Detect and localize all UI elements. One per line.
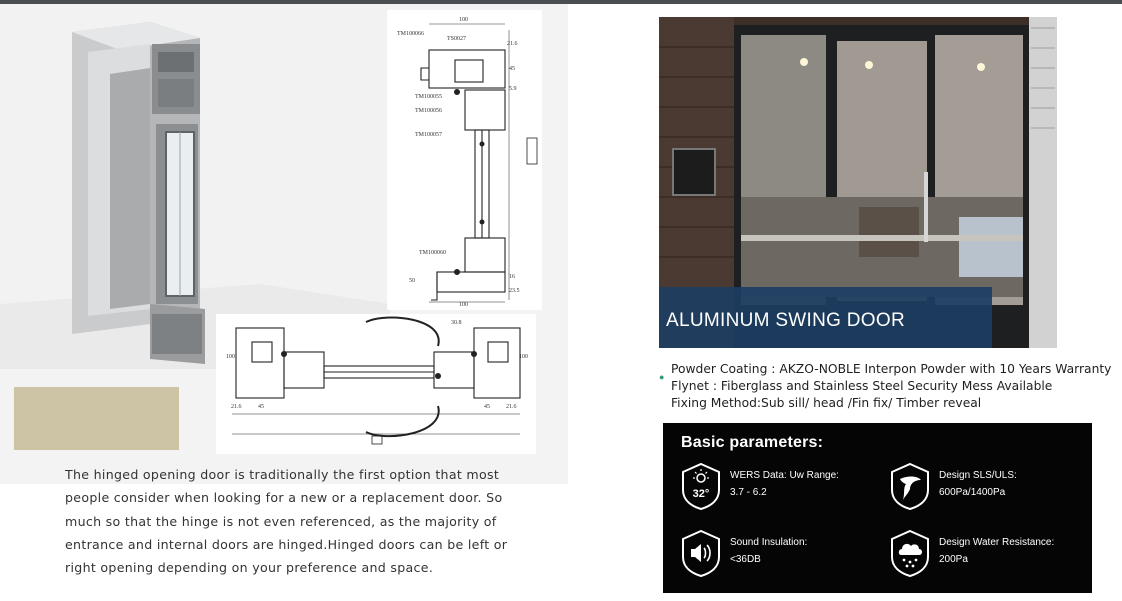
technical-drawing-section-a xyxy=(387,10,542,310)
temperature-icon xyxy=(679,462,723,510)
param-label: WERS Data: Uw Range: xyxy=(730,470,839,481)
product-caption: ALUMINUM SWING DOOR xyxy=(666,310,905,331)
feature-flynet: Flynet : Fiberglass and Stainless Steel Security Mess Available xyxy=(671,379,1053,393)
dim-label: 100 xyxy=(459,17,468,23)
rain-cloud-icon xyxy=(888,529,932,577)
feature-fixing-method: Fixing Method:Sub sill/ head /Fin fix/ Timber reveal xyxy=(671,396,982,410)
bullet-dot: ● xyxy=(659,372,665,382)
param-label: Design SLS/ULS: xyxy=(939,470,1017,481)
dim-label: 16 xyxy=(509,274,515,280)
dim-label: 45 xyxy=(258,404,264,410)
part-label: TM100056 xyxy=(415,108,442,114)
param-value: <36DB xyxy=(730,554,761,565)
part-label: TM100055 xyxy=(415,94,442,100)
param-value: 200Pa xyxy=(939,554,968,565)
param-label: Design Water Resistance: xyxy=(939,537,1055,548)
dim-label: 45 xyxy=(484,404,490,410)
dim-label: 100 xyxy=(459,302,468,308)
dim-label: 45 xyxy=(509,66,515,72)
basic-parameters-panel xyxy=(663,423,1092,593)
wind-icon xyxy=(888,462,932,510)
dim-label: 21.6 xyxy=(231,404,242,410)
dim-label: 100 xyxy=(519,354,528,360)
part-label: TM100057 xyxy=(415,132,442,138)
param-value: 3.7 - 6.2 xyxy=(730,487,767,498)
dim-label: 30.8 xyxy=(451,320,462,326)
dim-label: 50 xyxy=(409,278,415,284)
part-label: TM100066 xyxy=(397,31,424,37)
part-label: TM100060 xyxy=(419,250,446,256)
feature-powder-coating: Powder Coating : AKZO-NOBLE Interpon Powder with 10 Years Warranty xyxy=(671,362,1112,376)
temperature-icon-text: 32° xyxy=(692,488,710,500)
technical-drawing-section-b xyxy=(216,314,536,454)
speaker-icon xyxy=(679,529,723,577)
description-text: The hinged opening door is traditionally the first option that most people consider when looking for a new or a replacement door. So much so that the hinge is not even referenced, as the majority of entrance and internal doors are hinged.Hinged doors can be left or right opening depending on your preference and space. xyxy=(65,467,508,576)
dim-label: 21.6 xyxy=(507,41,518,47)
dim-label: 23.5 xyxy=(509,288,520,294)
part-label: TS0027 xyxy=(447,36,467,42)
powder-coat-color-swatch xyxy=(14,387,179,450)
param-value: 600Pa/1400Pa xyxy=(939,487,1006,498)
dim-label: 21.6 xyxy=(506,404,517,410)
param-label: Sound Insulation: xyxy=(730,537,808,548)
dim-label: 100 xyxy=(226,354,235,360)
panel-title: Basic parameters: xyxy=(681,434,824,451)
dim-label: 5.9 xyxy=(509,86,517,92)
door-photo xyxy=(659,17,1057,348)
